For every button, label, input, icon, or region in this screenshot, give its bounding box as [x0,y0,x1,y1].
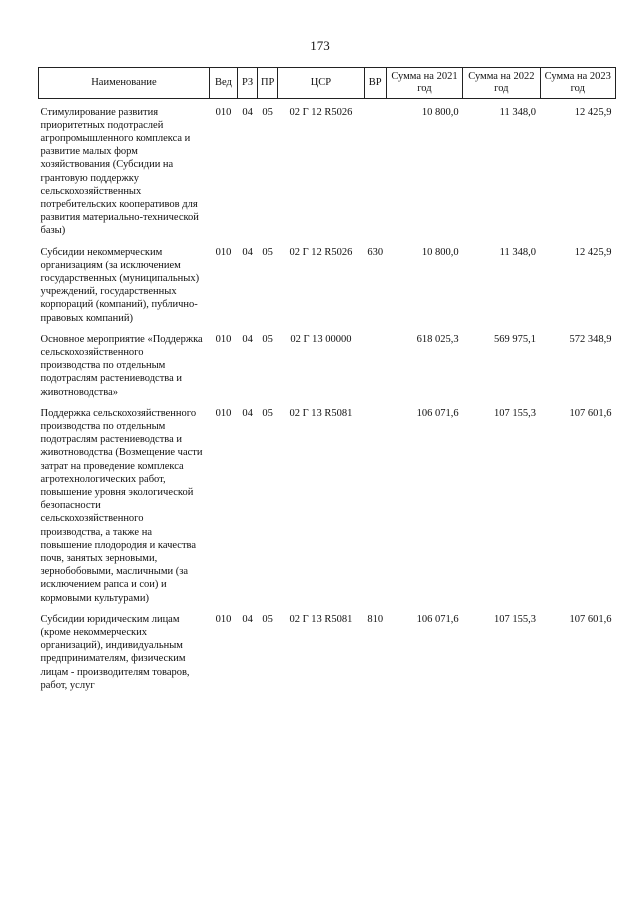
budget-table [38,67,616,700]
table-row [39,613,616,700]
row-sum-2023: 12 425,9 [574,106,612,118]
row-vr: 810 [367,613,384,625]
row-sum-2023: 12 425,9 [574,246,612,258]
row-sum-2021: 618 025,3 [416,333,459,345]
header-csr: ЦСР [278,68,364,99]
row-sum-2023: 107 601,6 [569,407,612,419]
row-sum-2021: 10 800,0 [421,106,459,118]
row-pr: 05 [262,613,273,625]
row-rz: 04 [242,333,253,345]
row-ved: 010 [215,106,232,118]
page-number: 173 [310,38,330,53]
row-csr: 02 Г 12 R5026 [289,106,353,118]
row-ved: 010 [215,613,232,625]
row-rz: 04 [242,613,253,625]
row-sum-2022: 107 155,3 [494,613,537,625]
header-name: Наименование [39,68,210,99]
row-sum-2022: 11 348,0 [499,106,537,118]
row-pr: 05 [262,246,273,258]
row-name: Субсидии некоммерческим организациям (за исключением государственных (муниципальных) учреждений, государственных корпораций (компаний), публично-правовых компаний) [40,246,200,324]
row-name: Стимулирование развития приоритетных подотраслей агропромышленного комплекса и развитие малых форм хозяйствования (Субсидии на грантовую поддержку сельскохозяйственных потребительских кооперативов для развития материально-технической базы) [40,106,199,237]
row-vr [364,333,386,407]
row-ved: 010 [215,246,232,258]
row-name: Субсидии юридическим лицам (кроме некоммерческих организаций), индивидуальным предпринимателям, физическим лицам - производителям товаров, работ, услуг [40,613,190,691]
row-sum-2022: 107 155,3 [494,407,537,419]
header-sum-2021: Сумма на 2021 год [386,68,462,99]
row-rz: 04 [242,407,253,419]
row-sum-2023: 572 348,9 [569,333,612,345]
row-sum-2021: 106 071,6 [416,613,459,625]
header-vr: ВР [364,68,386,99]
header-sum-2023: Сумма на 2023 год [540,68,615,99]
table-row [39,333,616,407]
row-sum-2022: 569 975,1 [494,333,537,345]
header-pr: ПР [258,68,278,99]
row-ved: 010 [215,407,232,419]
row-sum-2021: 106 071,6 [416,407,459,419]
row-sum-2023: 107 601,6 [569,613,612,625]
table-row [39,246,616,333]
table-row [39,99,616,106]
row-csr: 02 Г 13 R5081 [289,613,353,625]
header-sum-2022: Сумма на 2022 год [463,68,540,99]
row-pr: 05 [262,333,273,345]
header-ved: Вед [209,68,237,99]
row-sum-2022: 11 348,0 [499,246,537,258]
header-rz: РЗ [238,68,258,99]
row-pr: 05 [262,407,273,419]
row-pr: 05 [262,106,273,118]
row-csr: 02 Г 12 R5026 [289,246,353,258]
row-vr [364,106,386,246]
table-row [39,407,616,613]
row-name: Поддержка сельскохозяйственного производства по отдельным подотраслям растениеводства и животноводства (Возмещение части затрат на проведение комплекса агротехнологических работ, повышение уровня экологической безопасности сельскохозяйственного производства, а также на повышение плодородия и качества почв, занятых зерновыми, зернобобовыми, масличными (за исключением рапса и сои) и кормовыми культурами) [40,407,203,604]
row-rz: 04 [242,246,253,258]
row-rz: 04 [242,106,253,118]
row-csr: 02 Г 13 00000 [290,333,352,345]
table-header-row [39,68,616,99]
row-vr [364,407,386,613]
row-sum-2021: 10 800,0 [421,246,459,258]
table-row [39,106,616,246]
row-vr: 630 [367,246,384,258]
row-ved: 010 [215,333,232,345]
row-name: Основное мероприятие «Поддержка сельскохозяйственного производства по отдельным подотраслям растениеводства и животноводства» [40,333,203,398]
row-csr: 02 Г 13 R5081 [289,407,353,419]
